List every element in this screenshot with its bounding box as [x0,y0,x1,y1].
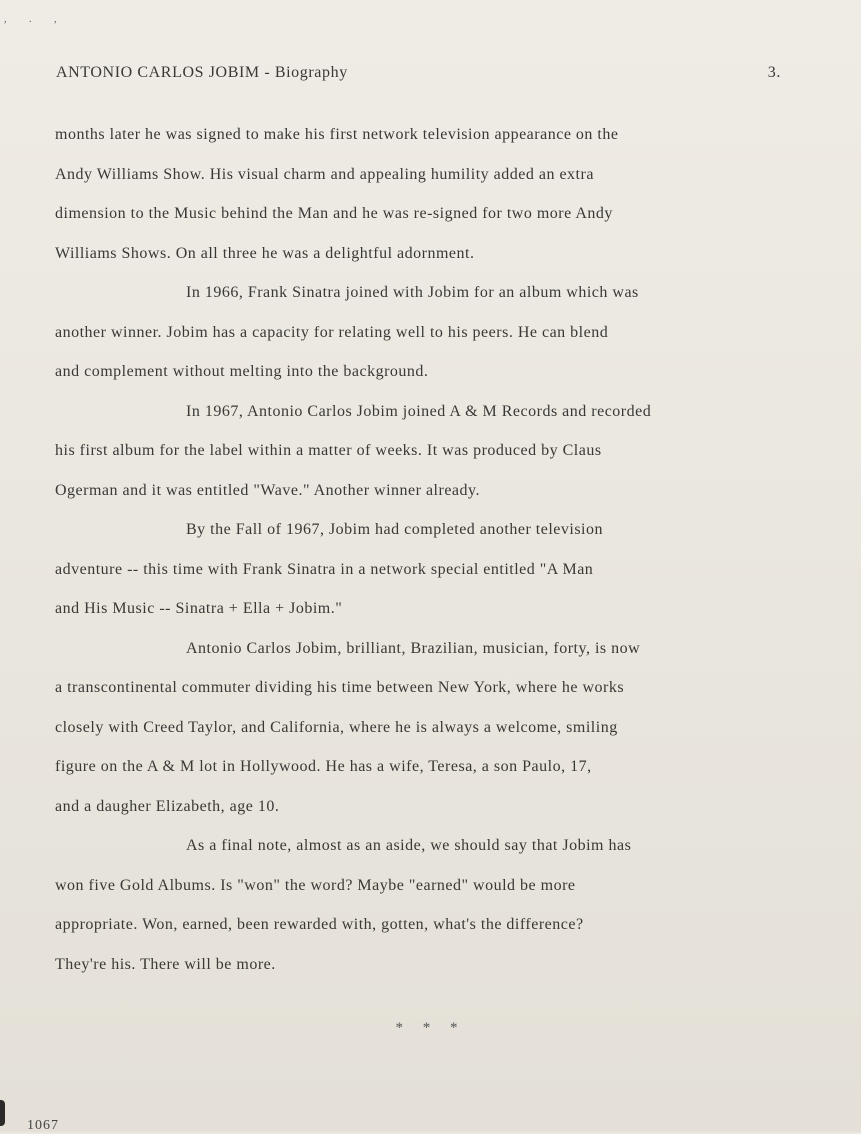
section-separator: * * * [395,1020,466,1036]
paragraph-start-line: As a final note, almost as an aside, we should say that Jobim has [186,837,632,854]
text-line: months later he was signed to make his first network television appearance on the [55,126,619,143]
page-header [56,64,781,88]
text-line: a transcontinental commuter dividing his time between New York, where he works [55,679,625,696]
paragraph-start-line: In 1967, Antonio Carlos Jobim joined A & M Records and recorded [186,402,652,420]
document-title: ANTONIO CARLOS JOBIM - Biography [56,64,348,81]
paragraph-start-line: By the Fall of 1967, Jobim had completed another television [186,521,603,538]
text-line: another winner. Jobim has a capacity for relating well to his peers. He can blend [55,323,609,341]
paragraph-start-line: In 1966, Frank Sinatra joined with Jobim for an album which was [186,284,639,301]
text-line: dimension to the Music behind the Man and he was re-signed for two more Andy [55,205,613,222]
text-line: They're his. There will be more. [55,955,276,973]
text-line: figure on the A & M lot in Hollywood. He has a wife, Teresa, a son Paulo, 17, [55,758,592,775]
text-line: and His Music -- Sinatra + Ella + Jobim." [55,600,343,617]
text-line: his first album for the label within a matter of weeks. It was produced by Claus [55,442,602,459]
text-line: and complement without melting into the background. [55,363,429,380]
text-line: Ogerman and it was entitled "Wave." Another winner already. [55,481,480,499]
binding-edge-mark [0,1100,5,1126]
text-line: Williams Shows. On all three he was a delightful adornment. [55,244,475,262]
text-line: and a daugher Elizabeth, age 10. [55,797,280,815]
corner-marks: , . , [4,14,67,25]
text-line: won five Gold Albums. Is "won" the word? Maybe "earned" would be more [55,876,576,894]
page-number: 3. [767,64,781,81]
text-line: appropriate. Won, earned, been rewarded with, gotten, what's the difference? [55,916,584,933]
paragraph-start-line: Antonio Carlos Jobim, brilliant, Brazilian, musician, forty, is now [186,639,641,657]
biography-text [55,120,795,989]
text-line: closely with Creed Taylor, and California, where he is always a welcome, smiling [55,718,618,736]
text-line: adventure -- this time with Frank Sinatra in a network special entitled "A Man [55,560,594,578]
footer-code: 1067 [27,1118,59,1133]
text-line: Andy Williams Show. His visual charm and appealing humility added an extra [55,165,594,183]
